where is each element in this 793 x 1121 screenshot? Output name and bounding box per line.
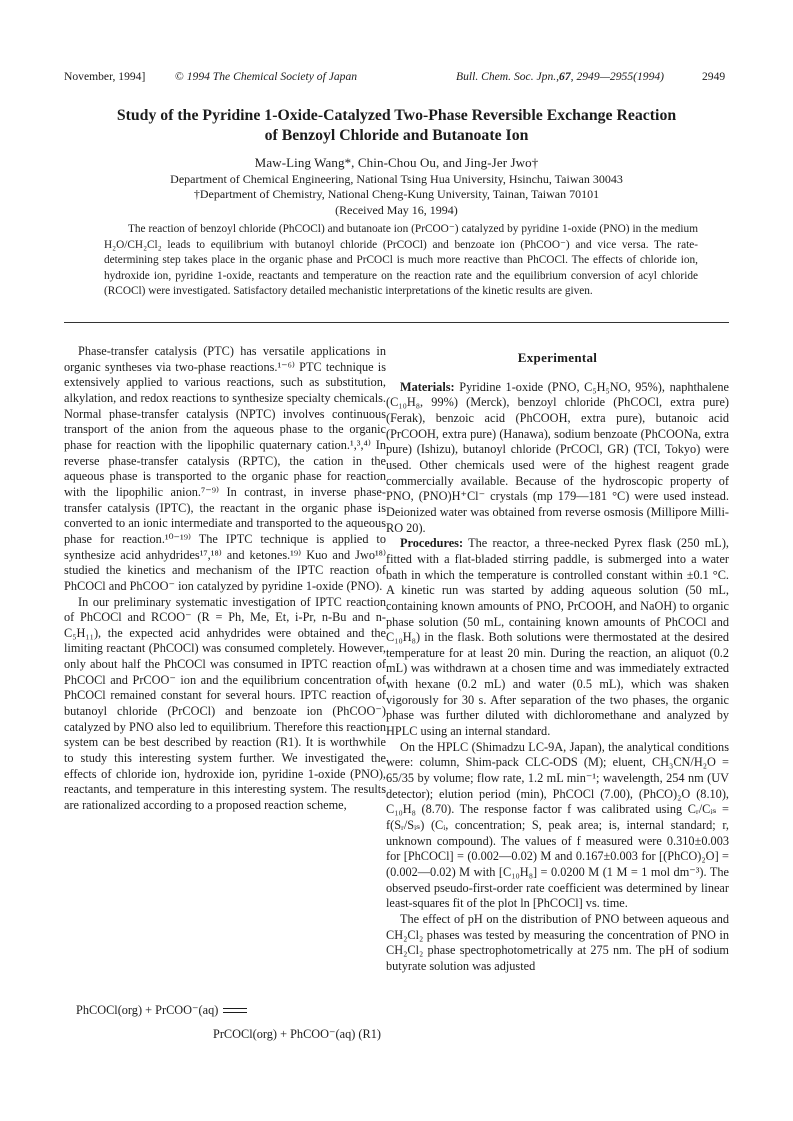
intro-paragraph-2: In our preliminary systematic investigation of IPTC reaction of PhCOCl and RCOO⁻ (R = Ph, Me, Et, i-Pr, n-Bu and n-C₅H₁₁), the expected acid anhydrides were obtained and the limiting reactant (PhCOCl) was consumed completely. However, only about half the PhCOCl was consumed in IPTC reaction of PhCOCl and PrCOO⁻ ion and the equilibrium concentration of PhCOCl remained constant for several hours. IPTC reaction of butanoyl chloride (PrCOCl) and benzoate ion (PhCOO⁻) catalyzed by PNO also led to equilibrium. Therefore this reaction system can be best described by reaction (R1). It is worthwhile to study this interesting system further. We investigated the effects of chloride ion, hydroxide ion, pyridine 1-oxide (PNO), reactants, and temperature in this interesting system. The results are rationalized according to a proposed reaction scheme, (64, 594, 386, 813)
materials-paragraph (386, 380, 729, 537)
header-date: November, 1994] (64, 70, 146, 83)
materials-text: Pyridine 1-oxide (PNO, C₅H₅NO, 95%), naphthalene (C₁₀H₈, 99%) (Merck), benzoyl chloride (PhCOCl, extra pure) (Ferak), benzoic acid (PhCOOH, extra pure), butanoic acid (PrCOOH, extra pure) (Hanawa), sodium benzoate (PhCOONa, extra pure) (Ishizu), butanoyl chloride (PrCOCl, GR) (TCI, Tokyo) were used. Other chemicals used were of the highest reagent grade commercially available. Because of the hydroscopic property of PNO, (PNO)H⁺Cl⁻ crystals (mp 179—181 °C) were used instead. Deionized water was obtained from reverse osmosis (Millipore Milli-RO 20). (386, 379, 729, 535)
hplc-paragraph: On the HPLC (Shimadzu LC-9A, Japan), the analytical conditions were: column, Shim-pack CLC-ODS (M); eluent, CH₃CN/H₂O = 65/35 by volume; flow rate, 1.2 mL min⁻¹; wavelength, 254 nm (UV detector); elution period (min), PhCOCl (7.00), (PhCO)₂O (8.10), C₁₀H₈ (8.70). The response factor f was calibrated using Cᵣ/Cᵢₛ = f(Sᵣ/Sᵢₛ) (Cᵢ, concentration; S, peak area; is, internal standard; r, unknown compound). The values of f measured were 0.310±0.003 for [PhCOCl] = (0.002—0.02) M and 0.167±0.003 for [(PhCO)₂O] = (0.002—0.02) M with [C₁₀H₈] = 0.0200 M (1 M = 1 mol dm⁻³). The observed pseudo-first-order rate coefficient was determined by linear least-squares fit of the plot ln [PhCOCl] vs. time. (386, 739, 729, 911)
journal-volume: 67 (559, 70, 571, 83)
right-column (386, 344, 729, 975)
equation-reactants: PhCOCl(org) + PrCOO⁻(aq) (76, 1003, 219, 1017)
equation-label: (R1) (358, 1027, 381, 1041)
procedures-paragraph (386, 536, 729, 740)
procedures-heading: Procedures: (400, 536, 464, 551)
intro-paragraph-1: Phase-transfer catalysis (PTC) has versatile applications in organic syntheses via two-phase reactions.¹⁻⁶⁾ PTC technique is extensively applied to various reactions, such as substitution, alkylation, and redox reactions to synthesize specialty chemicals. Normal phase-transfer catalysis (NPTC) involves continuous transport of the anion from the aqueous phase to the organic phase for reaction with the lipophilic quaternary cation.¹,³,⁴⁾ In reverse phase-transfer catalysis (RPTC), the cation in the aqueous phase is transported to the organic phase for reaction with the lipophilic anion.⁷⁻⁹⁾ In contrast, in inverse phase-transfer catalysis (IPTC), the reactant in the organic phase is converted to an ionic intermediate and transported to the aqueous phase for reaction.¹⁰⁻¹⁹⁾ The IPTC technique is applied to synthesize acid anhydrides¹⁷,¹⁸⁾ and ketones.¹⁹⁾ Kuo and Jwo¹⁸⁾ studied the kinetics and mechanism of the IPTC reaction of PhCOCl and PhCOO⁻ ion catalyzed by pyridine 1-oxide (PNO). (64, 344, 386, 593)
equation-r1-left (76, 1003, 247, 1018)
left-column (64, 344, 386, 814)
author-3: and Jing-Jer Jwo† (442, 155, 539, 170)
copyright-line (175, 70, 357, 83)
ph-paragraph: The effect of pH on the distribution of PNO between aqueous and CH₂Cl₂ phases was tested by measuring the concentration of PNO in CH₂Cl₂ phase spectrophotometrically at 275 nm. The pH of sodium butyrate solution was adjusted (386, 911, 729, 973)
paper-title-line2: of Benzoyl Chloride and Butanoate Ion (264, 127, 529, 144)
section-title-experimental: Experimental (517, 350, 598, 365)
paper-title-line1: Study of the Pyridine 1-Oxide-Catalyzed Two-Phase Reversible Exchange Reaction (116, 107, 677, 124)
abstract: The reaction of benzoyl chloride (PhCOCl) and butanoate ion (PrCOO⁻) catalyzed by pyridine 1-oxide (PNO) in the medium H₂O/CH₂Cl₂ leads to equilibrium with butanoyl chloride (PrCOCl) and benzoate ion (PhCOO⁻) and vice versa. The rate-determining step takes place in the organic phase and PrCOCl is much more reactive than PhCOCl. The effects of chloride ion, hydroxide ion, pyridine 1-oxide, reactants and temperature on the reaction rate and the equilibrium conversion of acyl chloride (RCOCl) were investigated. Satisfactory detailed mechanistic interpretations of the kinetic results are given. (104, 223, 698, 297)
copyright-text: 1994 The Chemical Society of Japan (186, 70, 358, 83)
author-2: Chin-Chou Ou, (357, 155, 440, 170)
received-date: (Received May 16, 1994) (335, 203, 458, 217)
page-number: 2949 (702, 70, 726, 83)
equation-products: PrCOCl(org) + PhCOO⁻(aq) (213, 1027, 356, 1041)
procedures-text: The reactor, a three-necked Pyrex flask (250 mL), fitted with a flat-bladed stirring paddle, is submerged into a water bath in which the temperature is controlled constant within ±0.1 °C. A kinetic run was started by adding aqueous solution (50 mL, containing known amounts of PNO, PrCOOH, and NaOH) to organic phase solution (50 mL, containing known amounts of PhCOCl and C₁₀H₈) in the flask. Both solutions were thermostated at the desired temperature for at least 20 min. During the reaction, an aliquot (0.2 mL) was withdrawn at a chosen time and was immediately extracted with hexane (0.2 mL) and water (0.5 mL), which was shaken vigorously for 30 s. After separation of the two phases, the organic phase was further diluted with dichloromethane and analyzed by HPLC using an internal standard. (386, 536, 729, 739)
journal-pages: , 2949—2955(1994) (570, 70, 665, 83)
materials-heading: Materials: (400, 379, 455, 394)
affiliation-2: †Department of Chemistry, National Cheng-Kung University, Tainan, Taiwan 70101 (193, 187, 600, 201)
journal-name: Bull. Chem. Soc. Jpn., (456, 70, 560, 83)
author-1: Maw-Ling Wang*, (254, 155, 355, 170)
journal-citation (456, 70, 664, 83)
equilibrium-arrows-icon (223, 1007, 247, 1015)
section-divider (64, 322, 729, 323)
affiliation-1: Department of Chemical Engineering, National Tsing Hua University, Hsinchu, Taiwan 30043 (170, 172, 623, 186)
author-list (0, 155, 793, 171)
copyright-symbol: © (175, 70, 184, 83)
equation-r1-right (213, 1027, 381, 1042)
